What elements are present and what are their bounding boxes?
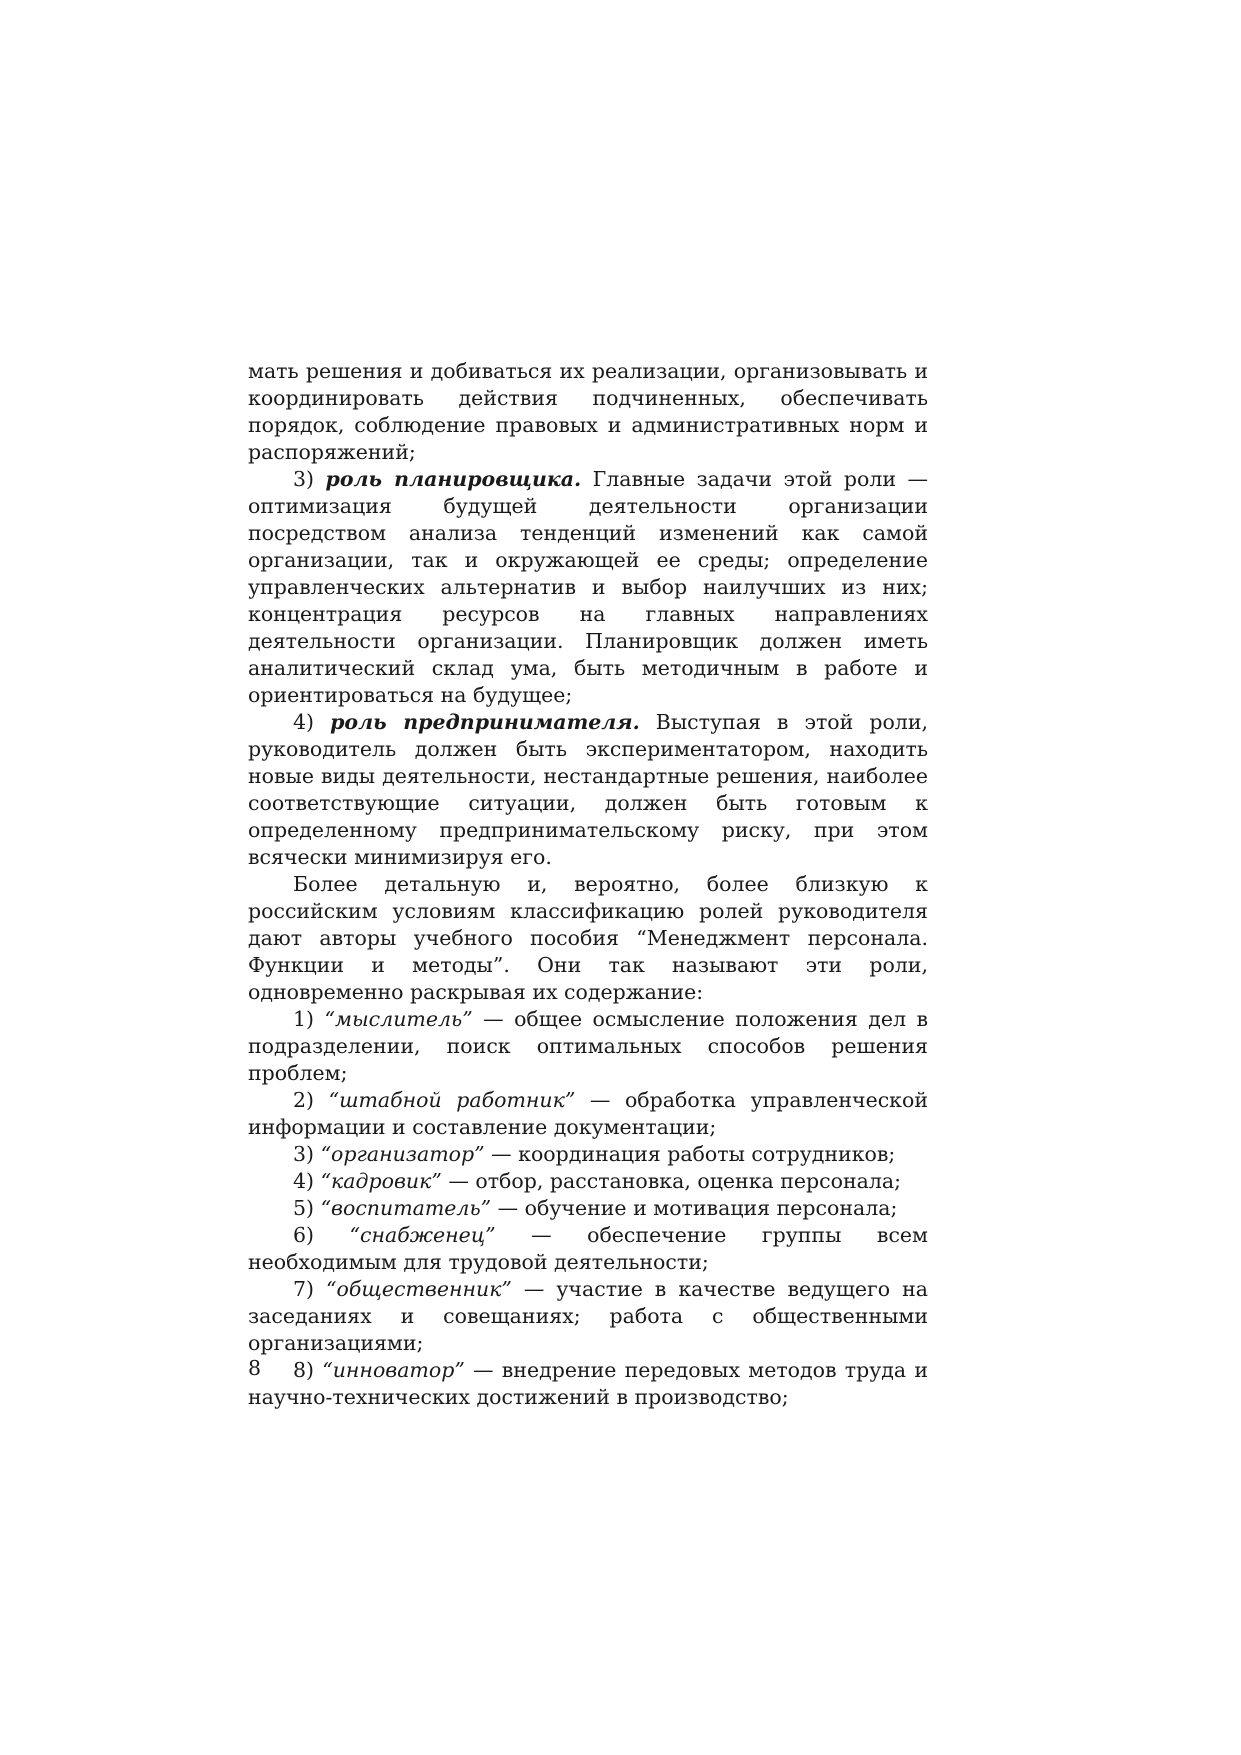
- text-segment: — участие в качестве ведущего на заседаниях и совещаниях; работа с общественными организациями;: [248, 1277, 928, 1355]
- page-number: 8: [248, 1356, 262, 1380]
- list-item: [248, 1168, 928, 1195]
- list-item: [248, 1087, 928, 1141]
- list-number: 3): [293, 467, 326, 491]
- role-term: “мыслитель”: [324, 1007, 473, 1031]
- body-text: [248, 358, 928, 1411]
- role-term: “инноватор”: [322, 1358, 465, 1382]
- role-term: “штабной работник”: [328, 1088, 576, 1112]
- list-item: [248, 1276, 928, 1357]
- text-segment: — отбор, расстановка, оценка персонала;: [441, 1169, 902, 1193]
- text-segment: Более детальную и, вероятно, более близкую к российским условиям классификацию ролей руководителя дают авторы учебного пособия “Менеджмент персонала. Функции и методы”. Они так называют эти роли, одновременно раскрывая их содержание:: [248, 872, 928, 1004]
- list-number: 3): [293, 1142, 321, 1166]
- text-segment: — обучение и мотивация персонала;: [491, 1196, 898, 1220]
- role-term: “организатор”: [320, 1142, 485, 1166]
- role-term: роль планировщика.: [325, 467, 582, 491]
- list-number: 2): [293, 1088, 329, 1112]
- list-item: [248, 1141, 928, 1168]
- role-term: роль предпринимателя.: [330, 710, 640, 734]
- text-segment: — обеспечение группы всем необходимым для трудовой деятельности;: [248, 1223, 929, 1274]
- list-number: 5): [293, 1196, 321, 1220]
- list-number: 7): [293, 1277, 327, 1301]
- text-segment: — обработка управленческой информации и составление документации;: [248, 1088, 928, 1139]
- role-term: “общественник”: [326, 1277, 512, 1301]
- text-segment: — внедрение передовых методов труда и научно-технических достижений в производство;: [248, 1358, 928, 1409]
- list-item: [248, 1357, 928, 1411]
- list-item: [248, 1195, 928, 1222]
- list-number: 1): [293, 1007, 325, 1031]
- list-item: [248, 1006, 928, 1087]
- text-segment: Главные задачи этой роли — оптимизация будущей деятельности организации посредством анализа тенденций изменений как самой организации, так и окружающей ее среды; определение управленческих альтернатив и выбор наилучших из них; концентрация ресурсов на главных направлениях деятельности организации. Планировщик должен иметь аналитический склад ума, быть методичным в работе и ориентироваться на будущее;: [248, 467, 928, 707]
- role-term: “кадровик”: [320, 1169, 442, 1193]
- paragraph-continuation: [248, 358, 928, 466]
- paragraph-role-entrepreneur: [248, 709, 928, 871]
- text-segment: Выступая в этой роли, руководитель должен быть экспериментатором, находить новые виды деятельности, нестандартные решения, наиболее соответствующие ситуации, должен быть готовым к определенному предпринимательскому риску, при этом всячески минимизируя его.: [248, 710, 929, 869]
- paragraph-classification: [248, 871, 928, 1006]
- list-number: 4): [293, 1169, 321, 1193]
- list-item: [248, 1222, 928, 1276]
- text-segment: — общее осмысление положения дел в подразделении, поиск оптимальных способов решения проблем;: [248, 1007, 928, 1085]
- paragraph-role-planner: [248, 466, 928, 709]
- role-term: “снабженец”: [349, 1223, 496, 1247]
- text-segment: — координация работы сотрудников;: [484, 1142, 896, 1166]
- text-segment: мать решения и добиваться их реализации, организовывать и координировать действия подчиненных, обеспечивать порядок, соблюдение правовых и административных норм и распоряжений;: [248, 359, 928, 464]
- list-number: 4): [293, 710, 331, 734]
- role-term: “воспитатель”: [320, 1196, 492, 1220]
- list-number: 6): [293, 1223, 350, 1247]
- list-number: 8): [293, 1358, 323, 1382]
